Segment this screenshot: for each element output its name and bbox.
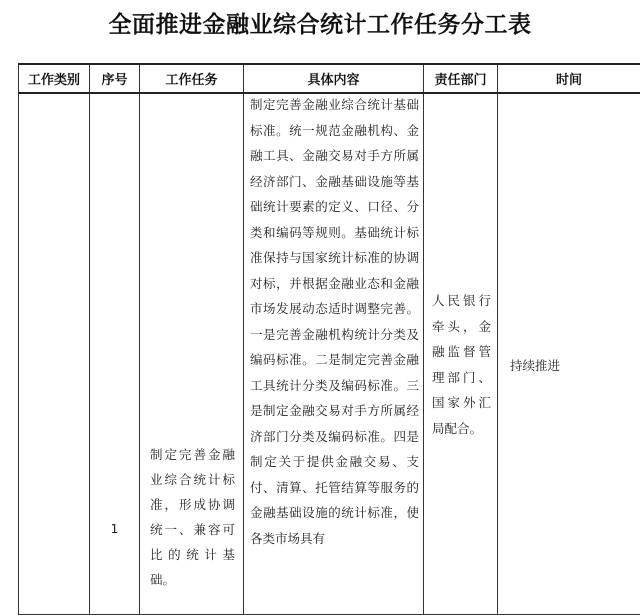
cell-task xyxy=(140,93,244,615)
task-table xyxy=(18,63,640,615)
cell-dept-text: 人民银行牵头，金融监督管理部门、国家外汇局配合。 xyxy=(424,288,497,441)
cell-seq xyxy=(90,93,140,615)
page-title: 全面推进金融业综合统计工作任务分工表 xyxy=(0,6,640,39)
cell-time xyxy=(498,93,640,615)
table-row xyxy=(19,93,640,615)
header-task: 工作任务 xyxy=(140,64,244,93)
header-dept: 责任部门 xyxy=(424,64,498,93)
cell-task-text: 制定完善金融业综合统计标准，形成协调统一、兼容可比的统计基础。 xyxy=(140,442,243,592)
cell-category xyxy=(19,93,90,615)
table-header-row xyxy=(19,64,640,93)
cell-time-text: 持续推进 xyxy=(498,356,640,374)
cell-content xyxy=(244,93,424,615)
header-seq: 序号 xyxy=(90,64,140,93)
header-content: 具体内容 xyxy=(244,64,424,93)
cell-seq-text: 1 xyxy=(90,522,139,536)
header-category: 工作类别 xyxy=(19,64,90,93)
header-time: 时间 xyxy=(498,64,640,93)
cell-content-text: 制定完善金融业综合统计基础标准。统一规范金融机构、金融工具、金融交易对手方所属经济部门、金融基础设施等基础统计要素的定义、口径、分类和编码等规则。基础统计标准保持与国家统计标准的协调对标，并根据金融业态和金融市场发展动态适时调整完善。一是完善金融机构统计分类及编码标准。二是制定完善金融工具统计分类及编码标准。三是制定金融交易对手方所属经济部门分类及编码标准。四是制定关于提供金融交易、支付、清算、托管结算等服务的金融基础设施的统计标准，使各类市场具有 xyxy=(244,92,423,551)
cell-dept xyxy=(424,93,498,615)
